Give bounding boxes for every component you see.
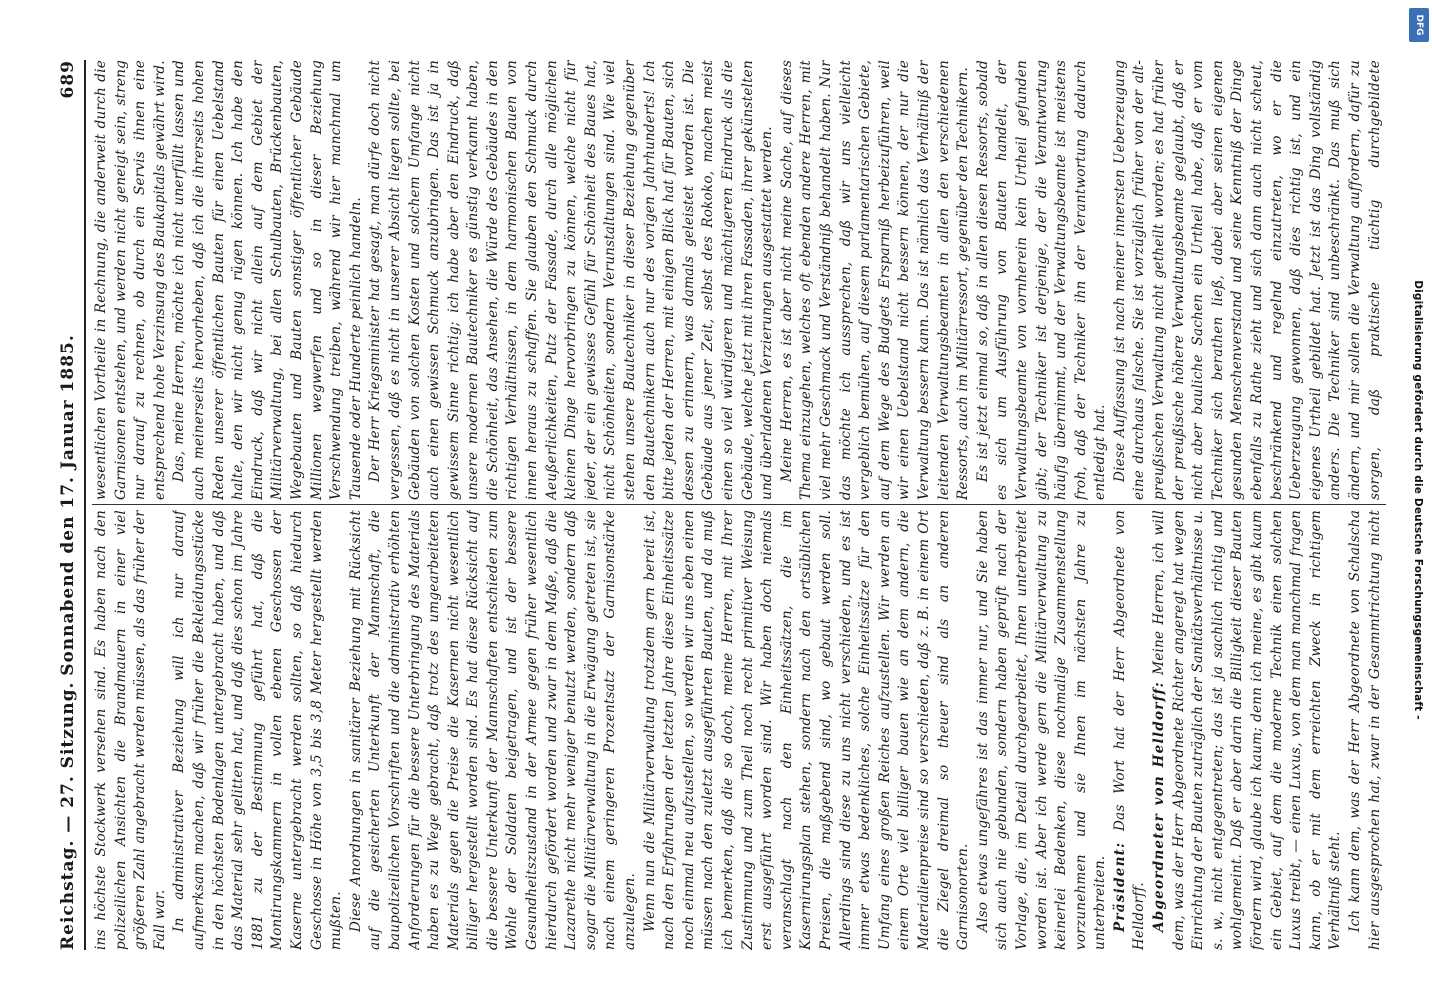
paragraph — [92, 60, 170, 500]
dfg-logo — [1409, 8, 1429, 42]
right-column — [92, 60, 1386, 500]
paragraph-text: Diese Anordnungen in sanitärer Beziehung mit Rücksicht auf die gesicherten Unterkunft der Mannschaft, die baupolizeilichen Vorschriften und die administrativ erhöhten Anforderungen für die bessere Unterbringung des Materials haben es zu Wege gebracht, daß trotz des umgearbeiteten Materials gegen die Preise die Kasernen nicht wesentlich billiger hergestellt worden sind. Es hat diese Rücksicht auf die bessere Unterkunft der Mannschaften entschieden zum Wohle der Soldaten beigetragen, und ist der bessere Gesundheitszustand in der Armee gegen früher wesentlich hierdurch gefördert worden und zwar in dem Maße, daß die Lazarethe nicht mehr weniger benutzt werden, sondern daß sogar die Militärverwaltung in die Erwägung getreten ist, sie nach einem geringeren Prozentsatz der Garnisonstärke anzulegen. — [347, 510, 639, 950]
paragraph — [366, 60, 777, 500]
paragraph — [170, 60, 366, 500]
paragraph-text: Meine Herren, es ist aber nicht meine Sache, auf dieses Thema einzugehen, welches oft ebenden andere Herren, mit viel mehr Geschmack und Verständniß behandelt haben. Nur das möchte ich aussprechen, daß wir uns vielleicht vergeblich bemühen, auf diesem parlamentarischen Gebiete, auf dem Wege des Budgets Ersparniß herbeizuführen, weil wir einen Uebelstand nicht bessern können, der nur die Verwaltung bessern kann. Das ist nämlich das Verhältniß der leitenden Verwaltungsbeamten in allen den verschiedenen Ressorts, auch im Militärressort, gegenüber den Technikern. — [778, 60, 972, 500]
paragraph-text: Diese Auffassung ist nach meiner innersten Ueberzeugung eine durchaus falsche. Sie ist vorzüglich früher von der alt-preußischen Verwaltung nicht getheilt worden; es hat früher der preußische höhere Verwaltungsbeamte geglaubt, daß er nicht aber bauliche Sachen ein Urtheil habe, daß er vom Techniker sich berathen ließ, dabei aber seinen eigenen gesunden Menschenverstand und seine Kenntniß der Dinge ebenfalls zu Rathe zieht und sich dann auch nicht scheut, beschränkend und regelnd einzutreten, wo er die Ueberzeugung gewonnen, daß dies richtig ist, und ein eigenes Urtheil gebildet hat. Jetzt ist das Ding vollständig anders. Die Techniker sind unbeschränkt. Das muß sich ändern, und mir sollen die Verwaltung auffordern, dafür zu sorgen, daß praktische tüchtig durchgebildete — [1111, 60, 1383, 500]
paragraph — [1150, 510, 1346, 950]
paragraph — [1346, 510, 1386, 950]
paragraph-text: Es ist jetzt einmal so, daß in allen diesen Ressorts, sobald es sich um Ausführung von Bauten handelt, der Verwaltungsbeamte von vornherein kein Urtheil gefunden gibt; der Techniker ist derjenige, der die Verantwortung häufig übernimmt, und der Verwaltungsbeamte ist meistens froh, daß der Techniker ihn der Verantwortung dadurch entledigt hat. — [974, 60, 1109, 500]
paragraph — [641, 510, 974, 950]
digitization-sidebar — [1406, 0, 1430, 1000]
dfg-logo-text: DFG — [1414, 14, 1424, 36]
paragraph-text: Das Wort hat der Herr Abgeordnete von Helldorff. — [1111, 510, 1148, 950]
paragraph — [1111, 510, 1150, 950]
paragraph — [92, 510, 170, 950]
paragraph-text: Das, meine Herren, möchte ich nicht unerfüllt lassen und auch meinerseits hervorheben, daß ich die ihrerseits hohen Reden unserer öffentlichen Bauten für einen Uebelstand halte, den wir nicht genug rügen können. Ich habe den Eindruck, daß wir nicht allein auf dem Gebiet der Militärverwaltung, bei allen Schulbauten, Brückenbauten, Wegebauten und Bauten sonstiger öffentlicher Gebäude Millionen wegwerfen und so in dieser Beziehung Verschwendung treiben, während wir hier manchmal um Tausende oder Hunderte peinlich handeln. — [171, 60, 364, 500]
paragraph-text: wesentlichen Vortheile in Rechnung, die anderweit durch die Garnisonen entstehen, und werden nicht geneigt sein, streng nur darauf zu rechnen, ob durch ein Servis ihnen eine entsprechend hohe Verzinsung des Baukapitals gewährt wird. — [93, 60, 168, 500]
left-column — [92, 510, 1386, 950]
paragraph — [347, 510, 641, 950]
paragraph-text: Also etwas ungefähres ist das immer nur, und Sie haben sich auch nie gebunden, sondern haben geprüft nach der Vorlage, die, im Detail durchgearbeitet, Ihnen unterbreitet worden ist. Aber ich werde gern die Militärverwaltung zu keinerlei Bedenken, diese nochmalige Zusammenstellung vorzunehmen und sie Ihnen im nächsten Jahre zu unterbreiten. — [974, 510, 1109, 950]
column-divider — [92, 504, 1386, 505]
speaker-name: Präsident: — [1111, 841, 1128, 932]
paragraph-text: Meine Herren, ich will dem, was der Herr Abgeordnete Richter angeregt hat wegen Einrichtung der Bauten zuträglich der Sanitätsverhältnisse u. s. w., nicht entgegentreten; das ist ja sachlich richtig und wohlgemeint. Daß er aber darin die Billigkeit dieser Bauten fördern wird, glaube ich kaum; denn ich meine, es gibt kaum ein Gebiet, auf dem die moderne Technik einen solchen Luxus treibt, — einen Luxus, von dem man manchmal fragen kann, ob er mit dem erreichten Zweck in richtigem Verhältniß steht. — [1151, 510, 1344, 950]
page-number: 689 — [58, 60, 78, 99]
header-session: Reichstag. — 27. Sitzung. — [58, 681, 78, 950]
header-date: Sonnabend den 17. Januar 1885. — [58, 334, 78, 676]
paragraph — [974, 60, 1111, 500]
paragraph — [778, 60, 974, 500]
speaker-name: Abgeordneter von Helldorff: — [1151, 681, 1168, 932]
paragraph-text: Ich kann dem, was der Herr Abgeordnete von Schalscha hier ausgesprochen hat, zwar in der Gesammtrichtung nicht — [1347, 510, 1383, 950]
paragraph-text: ins höchste Stockwerk versehen sind. Es haben nach den polizeilichen Ansichten die Brandmauern in einer viel größeren Zahl angebracht werden müssen, als das früher der Fall war. — [93, 510, 168, 950]
digitization-credit: Digitalisierung gefördert durch die Deutsche Forschungsgemeinschaft - — [1412, 280, 1424, 720]
text-columns — [92, 60, 1386, 950]
paragraph — [170, 510, 346, 950]
page-content — [26, 20, 1406, 980]
paragraph — [1111, 60, 1386, 500]
paragraph-text: Wenn nun die Militärverwaltung trotzdem gern bereit ist, nach den Erfahrungen der letzten Jahre diese Einheitssätze noch einmal neu aufzustellen, so werden wir uns eben einen müssen nach den zuletzt ausgeführten Bauten, und da muß ich bemerken, daß die so doch, meine Herren, mit Ihrer Zustimmung und zum Theil noch recht primitiver Weisung erst ausgeführt worden sind. Wir haben doch niemals veranschlagt nach den Einheitssätzen, die im Kasernirungsplan stehen, sondern nach den ortsüblichen Preisen, die maßgebend sind, wo gebaut werden soll. Allerdings sind diese zu uns nicht verschieden, und es ist immer etwas bedenkliches, solche Einheitssätze für den Umfang eines großen Reiches aufzustellen. Wir werden an einem Orte viel billiger bauen wie an dem andern, die Materialienpreise sind so verschieden, daß z. B. in einem Ort die Ziegel dreimal so theuer sind als an anderen Garnisonorten. — [641, 510, 972, 950]
paragraph-text: Der Herr Kriegsminister hat gesagt, man dürfe doch nicht vergessen, daß es nicht in unserer Absicht liegen sollte, bei Gebäuden von solchen Kosten und solchem Umfange nicht auch einen gewissen Schmuck anzubringen. Das ist ja in gewissem Sinne richtig; ich habe aber den Eindruck, daß unsere modernen Bautechniker es günstig verkannt haben, die Schönheit, das Ansehen, die Würde des Gebäudes in den richtigen Verhältnissen, in dem harmonischen Bauen von innen heraus zu schaffen. Sie glauben den Schmuck durch Aeußerlichkeiten, Putz der Fassade, durch alle möglichen kleinen Dinge hervorbringen zu können, welche nicht für jeder, der ein gewisses Gefühl für Schönheit des Baues hat, nicht Schönheiten, sondern Verunstaltungen sind. Wie viel stehen unsere Bautechniker in dieser Beziehung gegenüber den Bautechnikern auch nur des vorigen Jahrhunderts! Ich bitte jeden der Herren, mit einigen Blick hat für Bauten, sich dessen zu erinnern, was damals geleistet worden ist. Die Gebäude aus jener Zeit, selbst des Rokoko, machen meist einen so viel würdigeren und mächtigeren Eindruck als die Gebäude, welche jetzt mit ihren Fassaden, ihrer gekünstelten und überladenen Verzierungen ausgestattet werden. — [367, 60, 776, 500]
paragraph — [974, 510, 1111, 950]
paragraph-text: In administrativer Beziehung will ich nur darauf aufmerksam machen, daß wir früher die Bekleidungsstücke in den höchsten Bodenlagen untergebracht haben, und daß das Material sehr gelitten hat, und daß dies schon im Jahre 1881 zu der Bestimmung geführt hat, daß die Montirungskammern in vollen ebenen Geschossen der Kaserne untergebracht werden sollten, so daß hiedurch Geschosse in Höhe von 3,5 bis 3,8 Meter hergestellt werden mußten. — [171, 510, 345, 950]
running-header — [44, 60, 86, 950]
